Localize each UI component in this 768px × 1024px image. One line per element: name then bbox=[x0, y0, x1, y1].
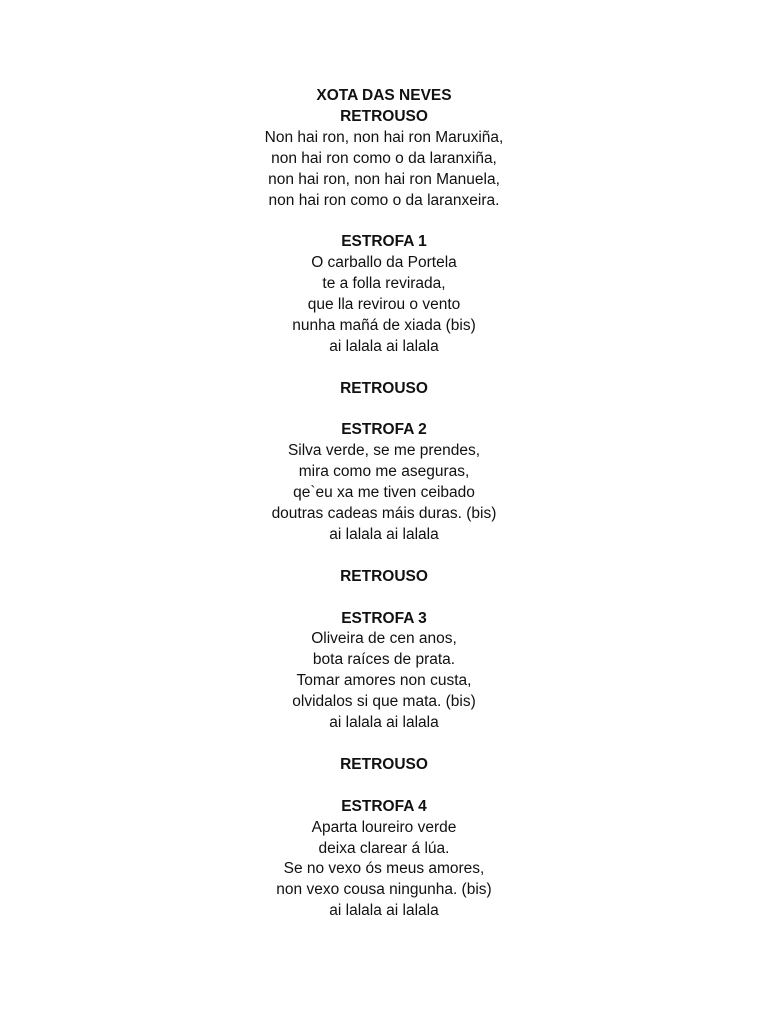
verse-4-line: Se no vexo ós meus amores, bbox=[283, 860, 485, 878]
verse-4-line: deixa clarear á lúa. bbox=[318, 839, 450, 857]
spacer bbox=[0, 358, 768, 379]
chorus-reprise-heading: RETROUSO bbox=[340, 379, 428, 397]
chorus-line: non hai ron como o da laranxiña, bbox=[271, 149, 497, 167]
verse-3-line: olvidalos si que mata. (bis) bbox=[292, 693, 476, 711]
chorus-heading: RETROUSO bbox=[340, 107, 428, 125]
verse-2-line: Silva verde, se me prendes, bbox=[287, 442, 481, 460]
chorus-reprise-heading: RETROUSO bbox=[340, 755, 428, 773]
verse-4-line: non vexo cousa ningunha. (bis) bbox=[276, 881, 492, 899]
verse-1-heading: ESTROFA 1 bbox=[341, 233, 427, 251]
spacer bbox=[0, 400, 768, 421]
verse-3-line: bota raíces de prata. bbox=[312, 651, 456, 669]
chorus-reprise-heading: RETROUSO bbox=[340, 567, 428, 585]
spacer bbox=[0, 734, 768, 755]
verse-3-line: Tomar amores non custa, bbox=[296, 672, 472, 690]
verse-1-line: te a folla revirada, bbox=[322, 275, 446, 293]
chorus-line: non hai ron, non hai ron Manuela, bbox=[268, 170, 500, 188]
spacer bbox=[0, 588, 768, 609]
verse-1-line: que lla revirou o vento bbox=[307, 296, 461, 314]
verse-4-line: Aparta loureiro verde bbox=[311, 818, 457, 836]
verse-2-heading: ESTROFA 2 bbox=[341, 421, 427, 439]
verse-3-line: ai lalala ai lalala bbox=[329, 714, 439, 732]
verse-4-line: ai lalala ai lalala bbox=[329, 902, 439, 920]
lyrics-document bbox=[0, 86, 768, 922]
verse-1-line: ai lalala ai lalala bbox=[329, 337, 439, 355]
verse-3-heading: ESTROFA 3 bbox=[341, 609, 427, 627]
verse-2-line: ai lalala ai lalala bbox=[329, 525, 439, 543]
song-title: XOTA DAS NEVES bbox=[316, 87, 452, 104]
verse-2-line: mira como me aseguras, bbox=[298, 463, 470, 481]
verse-1-line: O carballo da Portela bbox=[311, 254, 457, 272]
chorus-line: non hai ron como o da laranxeira. bbox=[268, 191, 500, 209]
spacer bbox=[0, 211, 768, 232]
verse-2-line: qe`eu xa me tiven ceibado bbox=[293, 484, 475, 502]
chorus-line: Non hai ron, non hai ron Maruxiña, bbox=[264, 128, 504, 146]
verse-2-line: doutras cadeas máis duras. (bis) bbox=[271, 505, 497, 523]
spacer bbox=[0, 546, 768, 567]
spacer bbox=[0, 776, 768, 797]
verse-4-heading: ESTROFA 4 bbox=[341, 797, 427, 815]
verse-1-line: nunha mañá de xiada (bis) bbox=[292, 316, 476, 334]
verse-3-line: Oliveira de cen anos, bbox=[311, 630, 457, 648]
